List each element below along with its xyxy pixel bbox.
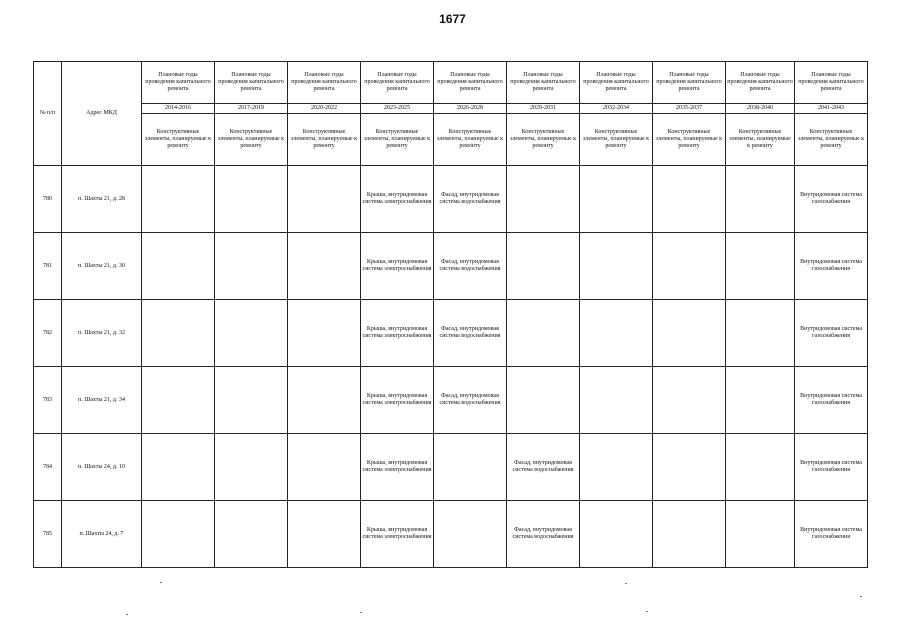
- row-address: п. Шахты 21, д. 34: [62, 367, 142, 434]
- schedule-cell: Фасад, внутридомовая система водоснабжения: [434, 166, 507, 233]
- schedule-cell: Фасад, внутридомовая система водоснабжения: [434, 300, 507, 367]
- schedule-cell: [288, 300, 361, 367]
- header-planned-years-label: Плановые годы проведения капитального ремонта: [726, 62, 795, 104]
- schedule-cell: [507, 300, 580, 367]
- header-period: 2023-2025: [361, 104, 434, 114]
- schedule-cell: [726, 233, 795, 300]
- schedule-cell: [215, 233, 288, 300]
- schedule-cell: [142, 367, 215, 434]
- schedule-cell: [726, 367, 795, 434]
- header-period: 2029-2031: [507, 104, 580, 114]
- schedule-cell: [288, 367, 361, 434]
- schedule-cell: [288, 233, 361, 300]
- scan-speck: [160, 582, 162, 583]
- schedule-cell: Внутридомовая система газоснабжения: [795, 434, 868, 501]
- row-address: п. Шахты 21, д. 32: [62, 300, 142, 367]
- schedule-cell: Крыша, внутридомовая система электроснабжения: [361, 434, 434, 501]
- header-period: 2017-2019: [215, 104, 288, 114]
- header-row-periods: [34, 104, 868, 114]
- schedule-cell: [142, 166, 215, 233]
- header-planned-years-label: Плановые годы проведения капитального ремонта: [288, 62, 361, 104]
- scan-speck: [625, 583, 627, 584]
- table-body: [34, 166, 868, 568]
- scan-speck: [860, 596, 862, 597]
- schedule-cell: [434, 434, 507, 501]
- row-number: 783: [34, 367, 62, 434]
- schedule-cell: [653, 367, 726, 434]
- row-address: п. Шахты 21, д. 30: [62, 233, 142, 300]
- header-period: 2014-2016: [142, 104, 215, 114]
- table-row: [34, 300, 868, 367]
- row-number: 780: [34, 166, 62, 233]
- row-address: п. Шахты 24, д. 7: [62, 501, 142, 568]
- schedule-cell: [653, 300, 726, 367]
- header-elements-label: Конструктивные элементы, планируемые к ремонту: [288, 114, 361, 166]
- header-period: 2020-2022: [288, 104, 361, 114]
- schedule-cell: [726, 434, 795, 501]
- schedule-cell: [215, 367, 288, 434]
- schedule-cell: Фасад, внутридомовая система водоснабжения: [434, 367, 507, 434]
- schedule-cell: [653, 166, 726, 233]
- schedule-cell: [507, 367, 580, 434]
- table-row: [34, 166, 868, 233]
- row-number: 784: [34, 434, 62, 501]
- header-elements-label: Конструктивные элементы, планируемые к ремонту: [580, 114, 653, 166]
- schedule-cell: [507, 166, 580, 233]
- scan-speck: [646, 611, 648, 612]
- header-period: 2026-2028: [434, 104, 507, 114]
- schedule-cell: Внутридомовая система газоснабжения: [795, 233, 868, 300]
- header-planned-years-label: Плановые годы проведения капитального ремонта: [653, 62, 726, 104]
- schedule-cell: [653, 501, 726, 568]
- repair-schedule-table: [33, 61, 868, 568]
- schedule-cell: [507, 233, 580, 300]
- schedule-cell: [434, 501, 507, 568]
- schedule-cell: [288, 501, 361, 568]
- header-elements-label: Конструктивные элементы, планируемые к ремонту: [215, 114, 288, 166]
- header-row-elements: [34, 114, 868, 166]
- schedule-cell: [288, 166, 361, 233]
- schedule-cell: [580, 434, 653, 501]
- schedule-cell: Крыша, внутридомовая система электроснабжения: [361, 501, 434, 568]
- header-elements-label: Конструктивные элементы, планируемые к ремонту: [726, 114, 795, 166]
- schedule-cell: Крыша, внутридомовая система электроснабжения: [361, 300, 434, 367]
- scan-speck: [360, 612, 362, 613]
- schedule-cell: [653, 434, 726, 501]
- schedule-cell: Внутридомовая система газоснабжения: [795, 300, 868, 367]
- schedule-cell: [288, 434, 361, 501]
- row-address: п. Шахты 24, д. 10: [62, 434, 142, 501]
- scan-speck: [126, 614, 128, 615]
- schedule-cell: [142, 233, 215, 300]
- header-planned-years-label: Плановые годы проведения капитального ремонта: [215, 62, 288, 104]
- schedule-cell: [580, 166, 653, 233]
- schedule-cell: Фасад, внутридомовая система водоснабжения: [507, 501, 580, 568]
- header-row-planned-years: [34, 62, 868, 104]
- schedule-cell: Фасад, внутридомовая система водоснабжения: [434, 233, 507, 300]
- header-period: 2032-2034: [580, 104, 653, 114]
- header-elements-label: Конструктивные элементы, планируемые к ремонту: [507, 114, 580, 166]
- header-period: 2035-2037: [653, 104, 726, 114]
- table-row: [34, 501, 868, 568]
- schedule-cell: [215, 501, 288, 568]
- row-number: 782: [34, 300, 62, 367]
- header-planned-years-label: Плановые годы проведения капитального ремонта: [507, 62, 580, 104]
- header-planned-years-label: Плановые годы проведения капитального ремонта: [142, 62, 215, 104]
- schedule-cell: [142, 501, 215, 568]
- table-row: [34, 233, 868, 300]
- header-period: 2041-2043: [795, 104, 868, 114]
- schedule-cell: [215, 434, 288, 501]
- schedule-cell: Внутридомовая система газоснабжения: [795, 166, 868, 233]
- header-planned-years-label: Плановые годы проведения капитального ремонта: [580, 62, 653, 104]
- schedule-cell: Крыша, внутридомовая система электроснабжения: [361, 367, 434, 434]
- schedule-cell: Внутридомовая система газоснабжения: [795, 367, 868, 434]
- schedule-cell: Крыша, внутридомовая система электроснабжения: [361, 233, 434, 300]
- header-address: Адрес МКД: [62, 62, 142, 166]
- header-elements-label: Конструктивные элементы, планируемые к ремонту: [795, 114, 868, 166]
- row-number: 785: [34, 501, 62, 568]
- header-planned-years-label: Плановые годы проведения капитального ремонта: [434, 62, 507, 104]
- page-number: 1677: [439, 12, 466, 26]
- row-number: 781: [34, 233, 62, 300]
- schedule-cell: [726, 501, 795, 568]
- schedule-cell: Фасад, внутридомовая система водоснабжения: [507, 434, 580, 501]
- table-row: [34, 434, 868, 501]
- row-address: п. Шахты 21, д. 28: [62, 166, 142, 233]
- header-period: 2038-2040: [726, 104, 795, 114]
- schedule-cell: [215, 166, 288, 233]
- schedule-cell: [726, 166, 795, 233]
- schedule-cell: [580, 501, 653, 568]
- schedule-cell: [142, 300, 215, 367]
- header-elements-label: Конструктивные элементы, планируемые к ремонту: [142, 114, 215, 166]
- schedule-cell: [580, 233, 653, 300]
- schedule-cell: [142, 434, 215, 501]
- schedule-cell: [653, 233, 726, 300]
- header-elements-label: Конструктивные элементы, планируемые к ремонту: [361, 114, 434, 166]
- schedule-cell: [580, 367, 653, 434]
- schedule-cell: [215, 300, 288, 367]
- header-number: № п/п: [34, 62, 62, 166]
- header-elements-label: Конструктивные элементы, планируемые к ремонту: [434, 114, 507, 166]
- header-planned-years-label: Плановые годы проведения капитального ремонта: [795, 62, 868, 104]
- table-row: [34, 367, 868, 434]
- schedule-cell: Внутридомовая система газоснабжения: [795, 501, 868, 568]
- schedule-cell: [726, 300, 795, 367]
- schedule-cell: Крыша, внутридомовая система электроснабжения: [361, 166, 434, 233]
- header-elements-label: Конструктивные элементы, планируемые к ремонту: [653, 114, 726, 166]
- schedule-cell: [580, 300, 653, 367]
- header-planned-years-label: Плановые годы проведения капитального ремонта: [361, 62, 434, 104]
